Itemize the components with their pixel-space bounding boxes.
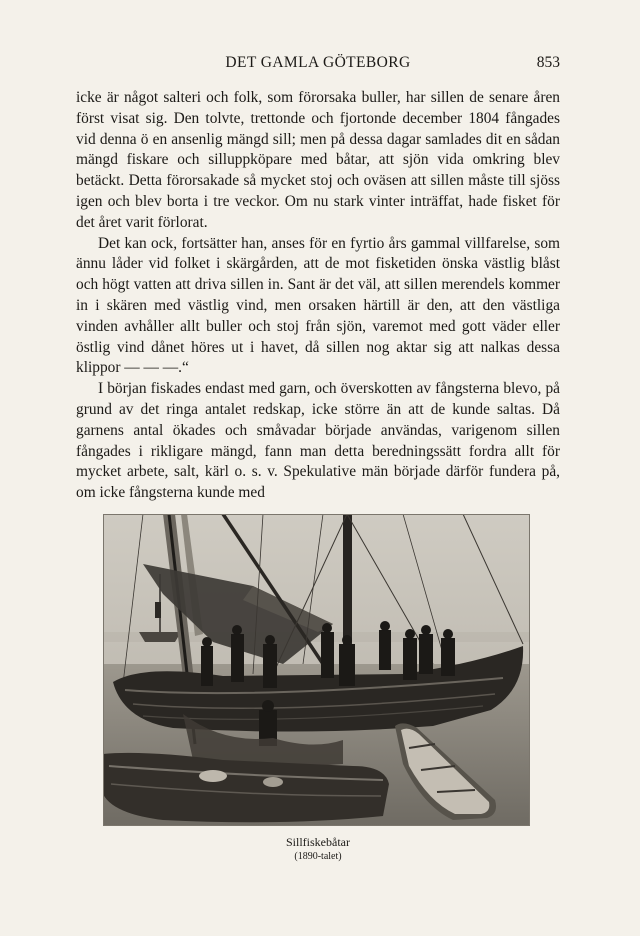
page-number: 853 [536, 54, 560, 71]
paragraph-2: Det kan ock, fortsätter han, anses för en fyrtio års gammal villfarelse, som ännu låder vid folket i skärgården, att de mot fisketiden önska västlig blåst och högt vatten att driva sillen in. Sant är det väl, att sillen merendels kommer in i skären med västlig vind, men orsaken härtill är den, att den västliga vinden avhåller allt buller och stoj från sjön, varemot med gott väder eller östlig vind dånet höres ut i havet, då sillen nog aktar sig att nalkas dessa klippor — — —.“ [76, 234, 560, 377]
running-head: DET GAMLA GÖTEBORG [225, 54, 411, 71]
paragraph-1: icke är något salteri och folk, som förorsaka buller, har sillen de senare åren först visat sig. Den tolvte, trettonde och fjortonde december 1804 fångades vid denna ö en ansenlig mängd sill; men på dessa dagar samlades dit en sådan mängd fiskare och silluppköpare med båtar, att sjön vida omkring blev betäckt. Detta förorsakade så mycket stoj och oväsen att sillen måste till sjöss igen och blev borta i tre veckor. Om nu stark vinter inträffat, hade fisket för det året varit förlorat. [76, 89, 560, 231]
body-text [76, 88, 560, 504]
paragraph-3: I början fiskades endast med garn, och överskotten av fångsterna blevo, på grund av det ringa antalet redskap, icke större än att de kunde saltas. Då garnens antal ökades och småvadar började användas, varigenom sillen fångades i rikligare mängd, fann man detta beredningssätt fordra allt för mycket arbete, salt, kärl o. s. v. Spekulative män började därför fundera på, om icke fångsterna kunde med [76, 380, 560, 502]
photo-illustration [103, 514, 530, 826]
caption-title: Sillfiskebåtar [286, 835, 350, 849]
fishing-boats-photo [103, 514, 530, 826]
caption-subtitle: (1890-talet) [294, 851, 342, 862]
page-header [76, 54, 560, 76]
figure-caption [76, 835, 560, 864]
